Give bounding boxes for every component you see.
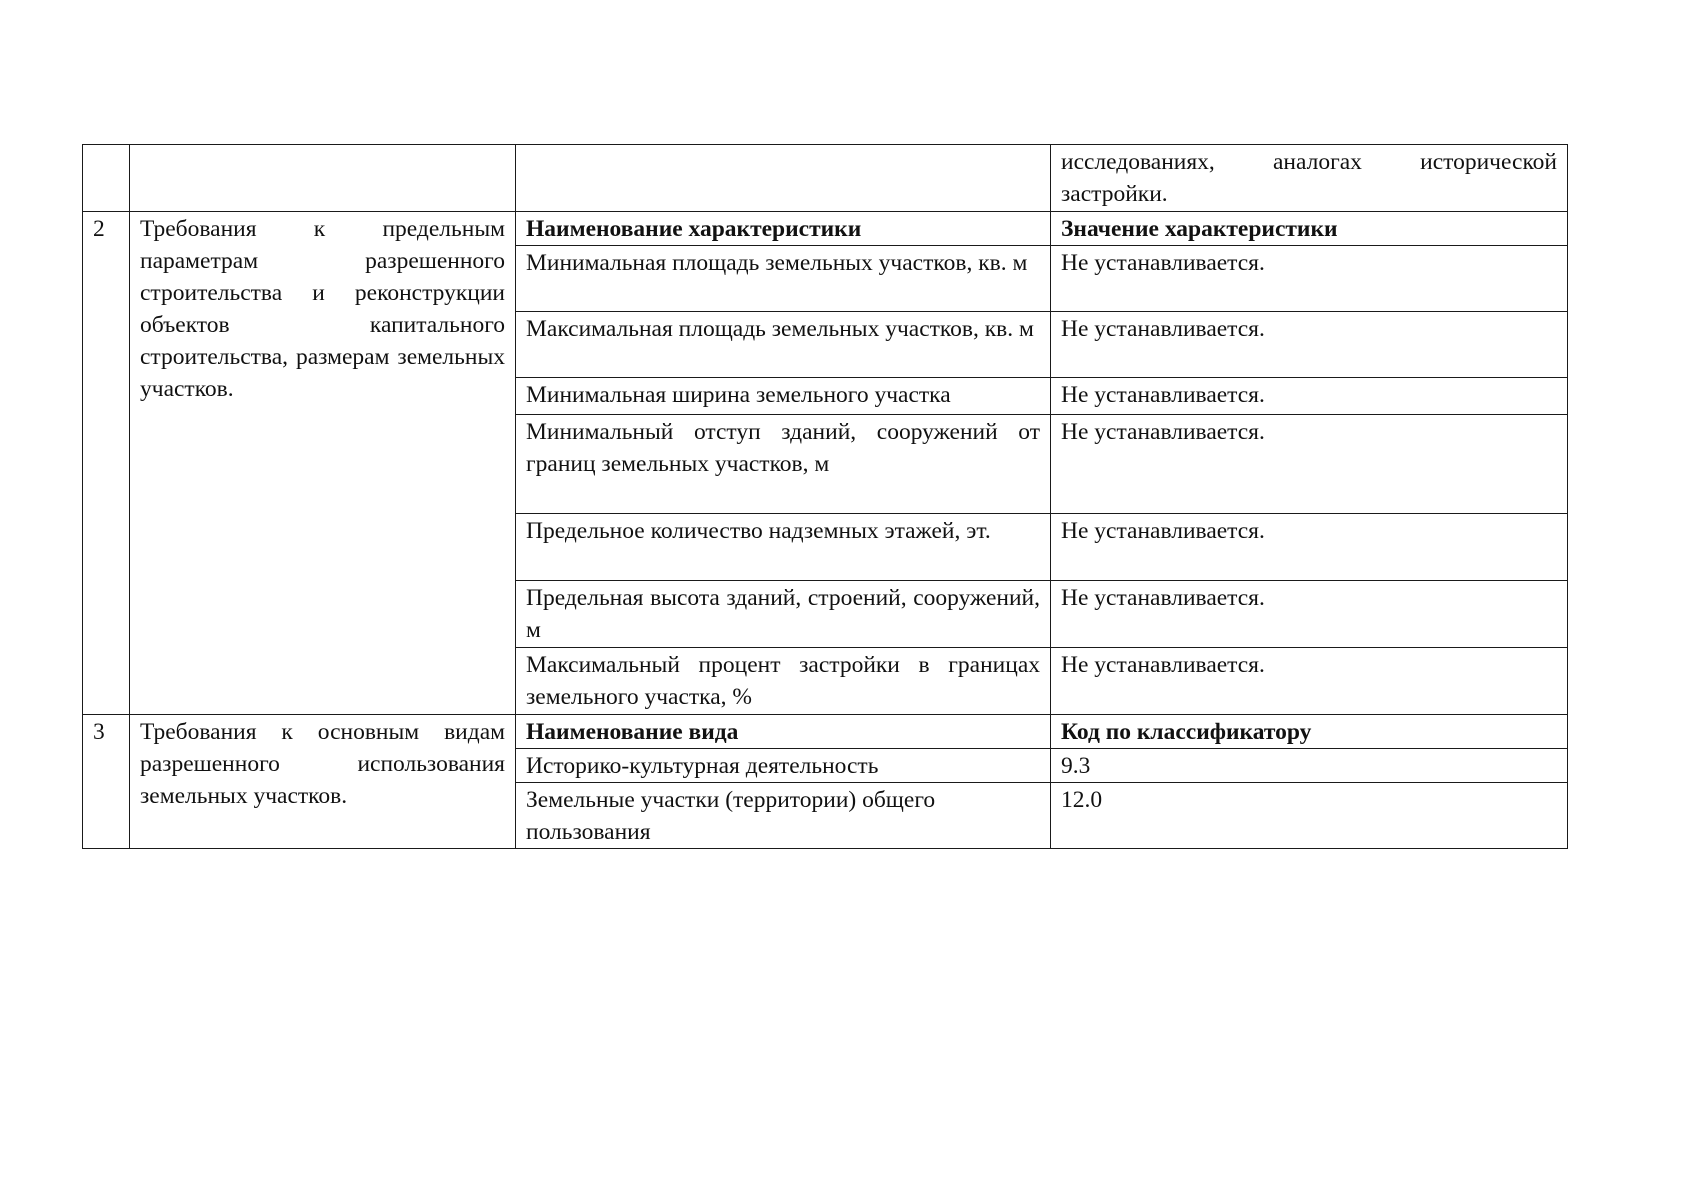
classifier-code: 12.0 [1051,783,1568,849]
classifier-code: 9.3 [1051,749,1568,783]
characteristic-name: Предельное количество надземных этажей, эт. [516,514,1051,581]
characteristic-name: Предельная высота зданий, строений, сооружений, м [516,581,1051,648]
name-cell [516,145,1051,212]
section3-number: 3 [83,715,130,849]
section3-requirement: Требования к основным видам разрешенного использования земельных участков. [130,715,516,849]
characteristic-name: Минимальный отступ зданий, сооружений от границ земельных участков, м [516,415,1051,514]
use-type-name: Земельные участки (территории) общего пользования [516,783,1051,849]
characteristic-value: Не устанавливается. [1051,246,1568,312]
requirement-cell [130,145,516,212]
characteristic-value: Не устанавливается. [1051,415,1568,514]
section2-header-row [83,212,1568,246]
characteristic-value: Не устанавливается. [1051,514,1568,581]
characteristic-name: Минимальная ширина земельного участка [516,378,1051,415]
regulations-table [82,144,1568,849]
use-type-name: Историко-культурная деятельность [516,749,1051,783]
section3-header-value: Код по классификатору [1051,715,1568,749]
characteristic-value: Не устанавливается. [1051,581,1568,648]
section2-header-name: Наименование характеристики [516,212,1051,246]
characteristic-value: Не устанавливается. [1051,312,1568,378]
section3-header-name: Наименование вида [516,715,1051,749]
characteristic-value: Не устанавливается. [1051,378,1568,415]
section2-header-value: Значение характеристики [1051,212,1568,246]
characteristic-name: Максимальный процент застройки в границах земельного участка, % [516,648,1051,715]
characteristic-name: Минимальная площадь земельных участков, кв. м [516,246,1051,312]
row-number-cell [83,145,130,212]
section3-header-row [83,715,1568,749]
characteristic-name: Максимальная площадь земельных участков, кв. м [516,312,1051,378]
section2-requirement: Требования к предельным параметрам разрешенного строительства и реконструкции объектов капитального строительства, размерам земельных участков. [130,212,516,715]
section2-number: 2 [83,212,130,715]
continuation-text: исследованиях, аналогах исторической застройки. [1051,145,1568,212]
characteristic-value: Не устанавливается. [1051,648,1568,715]
continuation-row [83,145,1568,212]
